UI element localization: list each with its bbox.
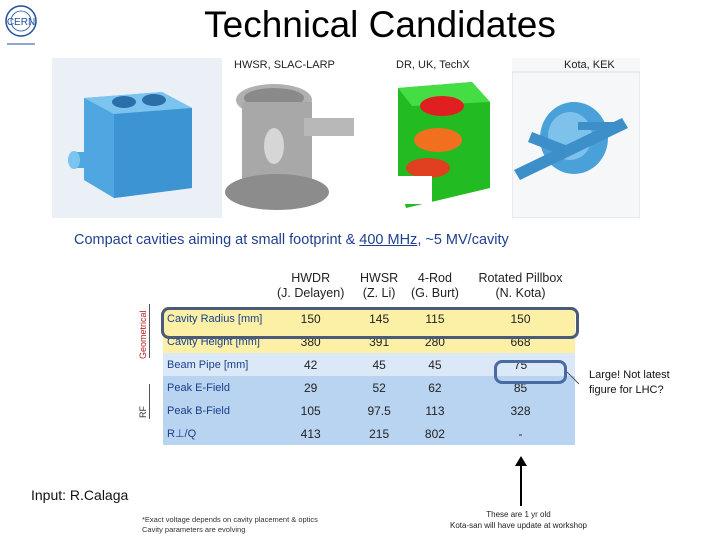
column-author: (J. Delayen) (276, 286, 345, 300)
row-label: Cavity Height [mm] (163, 330, 267, 353)
table-row (163, 399, 575, 422)
svg-text:CERN: CERN (6, 17, 36, 28)
arrow-up-icon (514, 456, 528, 508)
table-cell: 150 (267, 307, 354, 330)
caption-highlight: 400 MHz (359, 232, 418, 248)
table-cell: 75 (466, 353, 575, 376)
row-label: Peak E-Field (163, 376, 267, 399)
table-header-pillbox (466, 265, 575, 307)
table-cell: 328 (466, 399, 575, 422)
table-header-empty (163, 265, 267, 307)
page-title: Technical Candidates (204, 4, 556, 45)
highlight-beam-pipe-cell (494, 360, 567, 384)
image-hwsr (224, 58, 359, 218)
table-cell: 380 (267, 330, 354, 353)
table-header-row (163, 265, 575, 307)
column-name: HWDR (291, 271, 331, 285)
note-large-line2: figure for LHC? (589, 384, 664, 396)
caption-text (74, 232, 509, 248)
image-label: DR, UK, TechX (396, 59, 470, 71)
group-label-rf: RF (138, 406, 148, 418)
table-cell: 113 (404, 399, 466, 422)
input-credit: Input: R.Calaga (31, 487, 129, 503)
table-header-hwdr (267, 265, 354, 307)
table-cell: 150 (466, 307, 575, 330)
image-pillbox (512, 58, 640, 218)
table-header-hwsr (354, 265, 404, 307)
highlight-radius-row (161, 307, 579, 339)
row-label: Peak B-Field (163, 399, 267, 422)
note-large-line1: Large! Not latest (589, 369, 670, 381)
table-cell: 105 (267, 399, 354, 422)
note-large (589, 368, 670, 398)
footnote-line1: *Exact voltage depends on cavity placement & optics (142, 515, 318, 524)
table-cell: 391 (354, 330, 404, 353)
caption-part2: , ~5 MV/cavity (417, 232, 509, 248)
cern-logo-icon (4, 4, 38, 50)
row-label: R⊥/Q (163, 422, 267, 445)
cavity-hwdr-icon (52, 58, 222, 218)
column-name: 4-Rod (417, 271, 452, 285)
cavity-hwsr-icon (224, 58, 359, 218)
table-cell: 62 (404, 376, 466, 399)
table-cell: 280 (404, 330, 466, 353)
note-old-line1: These are 1 yr old (486, 510, 551, 519)
table-row (163, 422, 575, 445)
column-name: HWSR (360, 271, 399, 285)
table-cell: 97.5 (354, 399, 404, 422)
row-label: Cavity Radius [mm] (163, 307, 267, 330)
table-cell: 115 (404, 307, 466, 330)
column-author: (N. Kota) (495, 286, 546, 300)
table-cell: 145 (354, 307, 404, 330)
group-label-geometrical: Geometrical (138, 310, 148, 359)
table-cell: 413 (267, 422, 354, 445)
note-old-line2: Kota-san will have update at workshop (450, 521, 587, 530)
table-cell: 29 (267, 376, 354, 399)
cavity-4rod-icon (362, 58, 510, 218)
table-cell: 802 (404, 422, 466, 445)
image-hwdr (52, 58, 222, 218)
group-bracket-geometrical (149, 304, 153, 358)
group-bracket-rf (149, 384, 153, 419)
parameters-table (163, 265, 575, 445)
cavity-pillbox-icon (512, 58, 640, 218)
footnote (142, 515, 318, 535)
table-header-4rod (404, 265, 466, 307)
table-cell: 85 (466, 376, 575, 399)
column-name: Rotated Pillbox (478, 271, 563, 285)
note-old (450, 509, 587, 531)
image-label: Kota, KEK (564, 59, 615, 71)
caption-part1: Compact cavities aiming at small footprint & (74, 232, 360, 248)
row-label: Beam Pipe [mm] (163, 353, 267, 376)
footnote-line2: Cavity parameters are evolving (142, 525, 246, 534)
table-cell: 42 (267, 353, 354, 376)
table-cell: - (466, 422, 575, 445)
image-4rod (362, 58, 510, 218)
table-cell: 215 (354, 422, 404, 445)
table-cell: 52 (354, 376, 404, 399)
column-author: (G. Burt) (410, 286, 459, 300)
table-cell: 45 (354, 353, 404, 376)
image-label: HWSR, SLAC-LARP (234, 59, 335, 71)
table-cell: 45 (404, 353, 466, 376)
table-cell: 668 (466, 330, 575, 353)
column-author: (Z. Li) (362, 286, 396, 300)
